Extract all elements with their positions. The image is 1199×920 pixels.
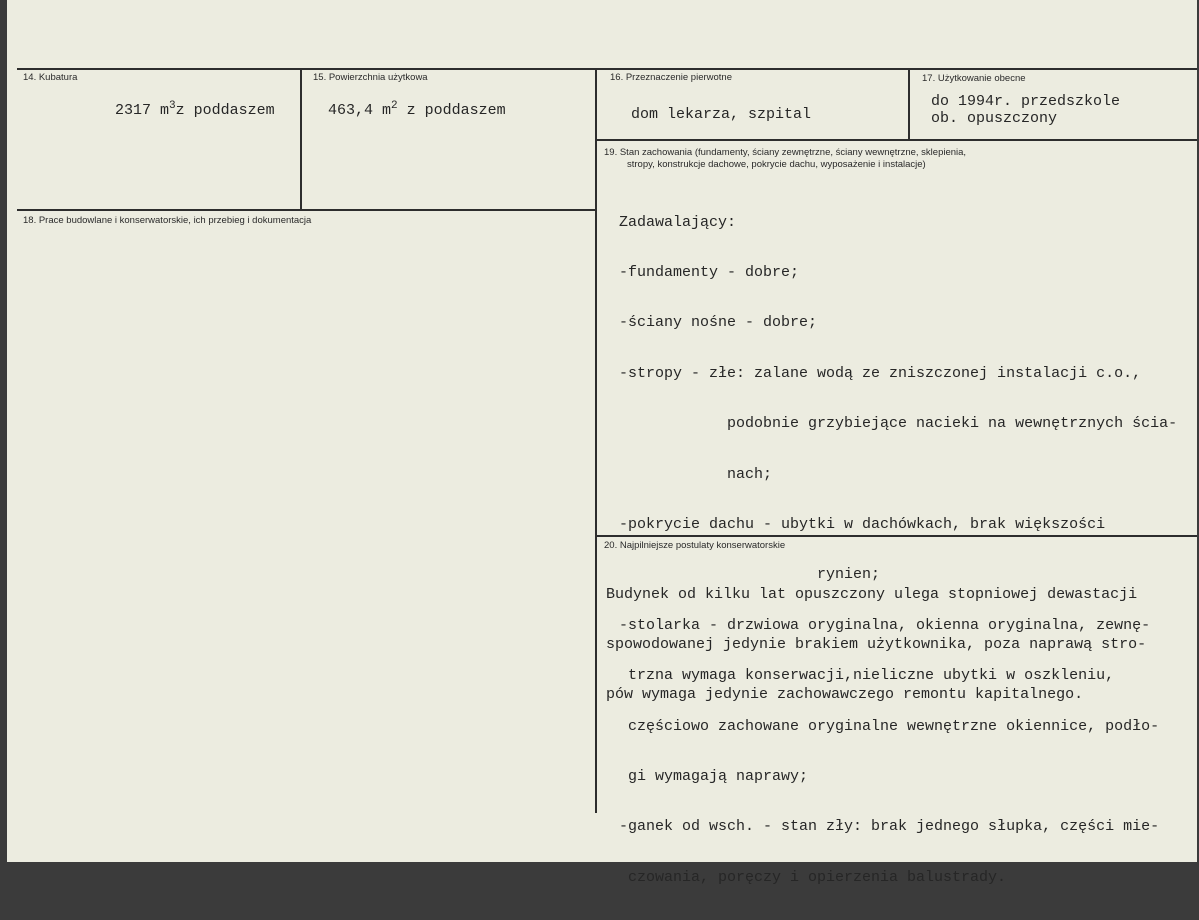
- field-16-label: 16. Przeznaczenie pierwotne: [610, 72, 732, 83]
- field-20-line: pów wymaga jedynie zachowawczego remontu kapitalnego.: [606, 686, 1084, 704]
- field-19-line: nach;: [619, 465, 773, 483]
- field-19-line: czowania, poręczy i opierzenia balustrady.: [619, 868, 1007, 886]
- field-14-exponent: 3: [169, 100, 176, 112]
- field-20-label: 20. Najpilniejsze postulaty konserwatorskie: [604, 540, 786, 551]
- field-19-line: -stolarka - drzwiowa oryginalna, okienna oryginalna, zewnę-: [619, 616, 1151, 634]
- top-rule: [17, 68, 1197, 70]
- field-19-label: 19. Stan zachowania (fundamenty, ściany zewnętrzne, ściany wewnętrzne, sklepienia,: [604, 147, 967, 158]
- field-15-exponent: 2: [391, 100, 398, 112]
- field-19-line: -pokrycie dachu - ubytki w dachówkach, brak większości: [619, 515, 1106, 533]
- field-19-line: częściowo zachowane oryginalne wewnętrzne okiennice, podło-: [619, 717, 1160, 735]
- field-16-value: dom lekarza, szpital: [631, 106, 812, 123]
- field-18-label: 18. Prace budowlane i konserwatorskie, ich przebieg i dokumentacja: [23, 215, 312, 226]
- divider-16-17: [908, 68, 910, 140]
- field-19-line: trzna wymaga konserwacji,nieliczne ubytki w oszkleniu,: [619, 667, 1115, 685]
- rule-14-18: [17, 209, 597, 211]
- field-19-line: -stropy - złe: zalane wodą ze zniszczonej instalacji c.o.,: [619, 364, 1142, 382]
- field-19-label-cont: stropy, konstrukcje dachowe, pokrycie dachu, wyposażenie i instalacje): [627, 159, 926, 170]
- field-19-line: rynien;: [619, 566, 881, 584]
- inventory-card: [7, 0, 1197, 886]
- field-20-line: Budynek od kilku lat opuszczony ulega stopniowej dewastacji: [606, 585, 1138, 603]
- field-17-label: 17. Użytkowanie obecne: [922, 73, 1026, 84]
- field-19-line: gi wymagają naprawy;: [619, 767, 809, 785]
- field-17-line: do 1994r. przedszkole: [931, 93, 1121, 110]
- field-19-line: -ściany nośne - dobre;: [619, 314, 818, 332]
- divider-14-15: [300, 68, 302, 210]
- divider-15-16: [595, 68, 597, 813]
- field-14-suffix: z poddaszem: [175, 102, 275, 119]
- field-14-label: 14. Kubatura: [23, 72, 78, 83]
- field-17-line: ob. opuszczony: [931, 110, 1058, 127]
- field-19-line: podobnie grzybiejące nacieki na wewnętrznych ścia-: [619, 415, 1178, 433]
- field-15-label: 15. Powierzchnia użytkowa: [313, 72, 428, 83]
- field-19-line: -ganek od wsch. - stan zły: brak jednego słupka, części mie-: [619, 818, 1160, 836]
- field-20-text: [606, 553, 1146, 738]
- field-15-value: [328, 100, 506, 120]
- field-19-line: Zadawalający:: [619, 213, 737, 231]
- field-14-number: 2317 m: [115, 102, 170, 119]
- rule-16-19: [596, 139, 1197, 141]
- field-15-number: 463,4 m: [328, 102, 392, 119]
- field-15-suffix: z poddaszem: [397, 102, 506, 119]
- field-14-value: [115, 100, 275, 120]
- field-19-line: -fundamenty - dobre;: [619, 263, 800, 281]
- field-20-line: spowodowanej jedynie brakiem użytkownika, poza naprawą stro-: [606, 635, 1147, 653]
